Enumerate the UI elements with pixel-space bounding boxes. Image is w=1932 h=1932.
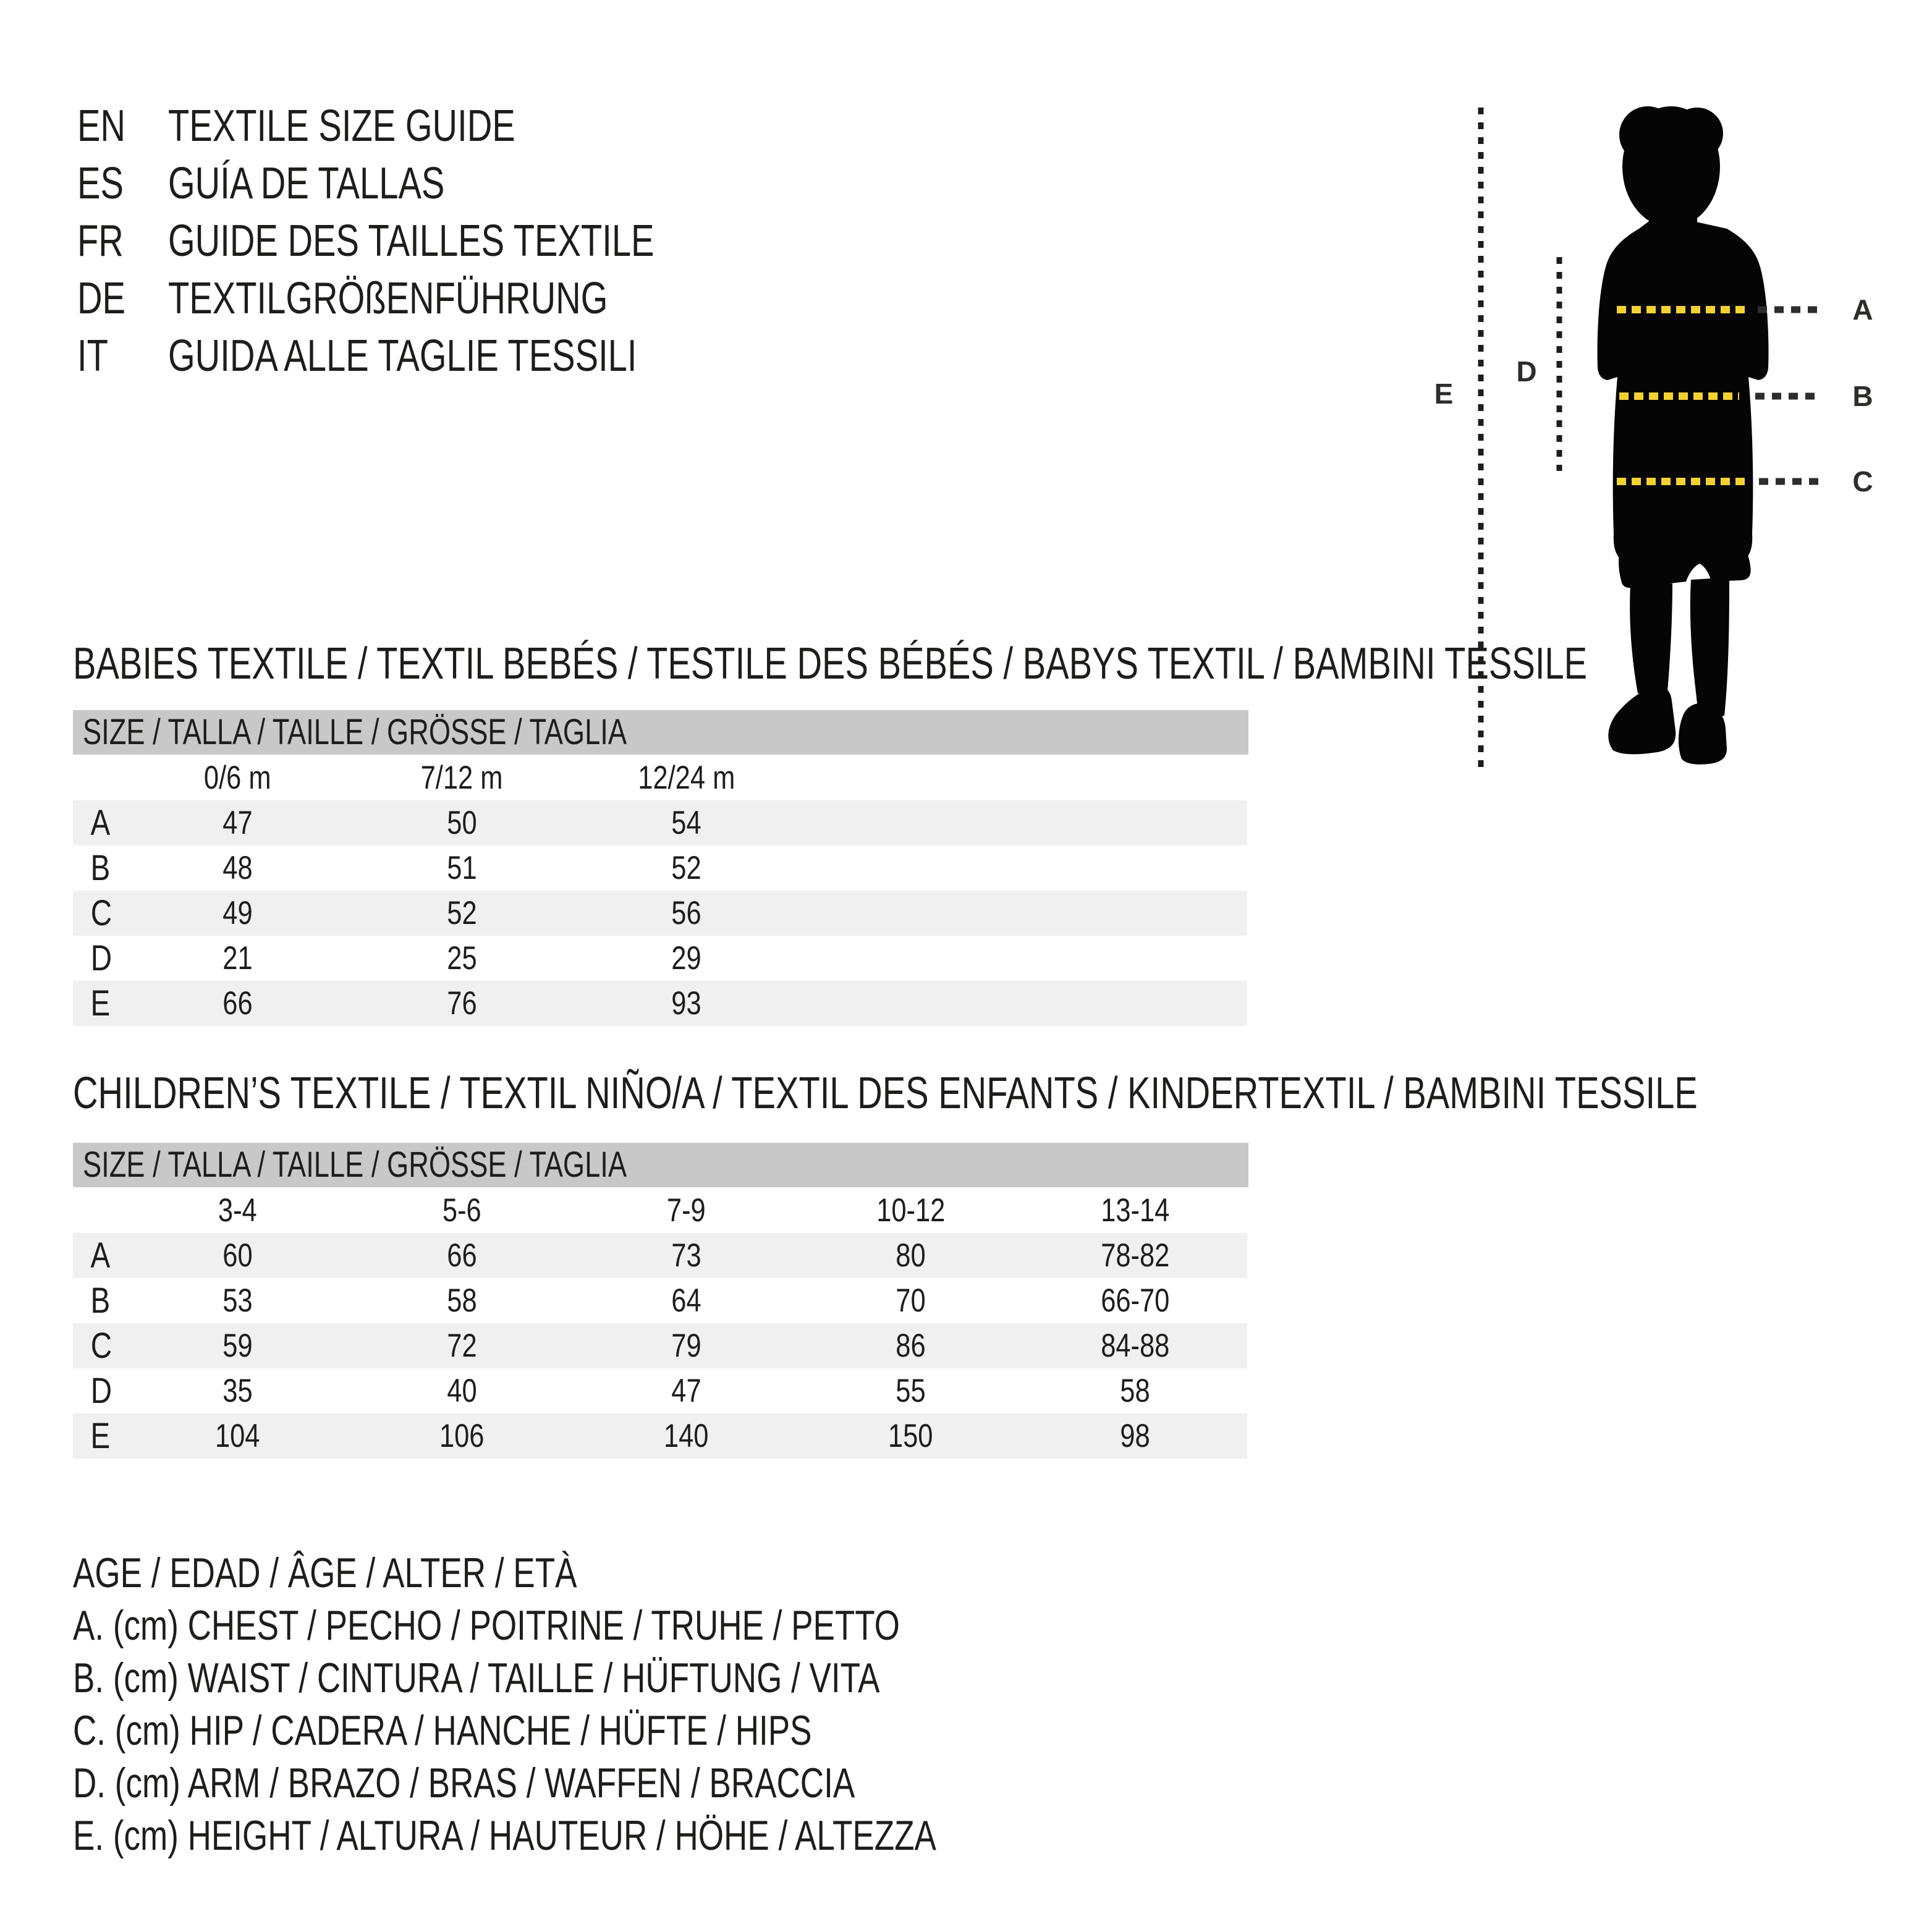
size-value: 93 xyxy=(671,985,701,1022)
size-cell xyxy=(350,1327,574,1365)
row-label-text: E xyxy=(90,983,111,1023)
size-cell xyxy=(350,1372,574,1410)
row-label xyxy=(73,1280,125,1321)
silhouette-left-shoe xyxy=(1608,686,1676,754)
size-value: 52 xyxy=(447,895,477,931)
size-value: 50 xyxy=(447,805,477,841)
row-label-text: C xyxy=(90,1326,112,1366)
size-value: 60 xyxy=(222,1237,253,1274)
size-value: 66-70 xyxy=(1100,1282,1170,1319)
lang-title-de: TEXTILGRÖßENFÜHRUNG xyxy=(168,274,608,323)
size-cell xyxy=(574,1327,799,1365)
size-value: 49 xyxy=(222,895,253,931)
size-cell xyxy=(125,985,350,1022)
size-cell xyxy=(1023,1237,1247,1274)
row-label xyxy=(73,802,125,844)
silhouette-right-shoe xyxy=(1679,703,1727,765)
size-cell xyxy=(350,804,574,842)
row-label-text: A xyxy=(90,803,111,843)
size-value: 140 xyxy=(664,1418,709,1454)
size-value: 66 xyxy=(222,985,253,1022)
table-row xyxy=(73,1233,1247,1278)
table-row xyxy=(73,1368,1247,1413)
legend-hip-line xyxy=(73,1705,1180,1757)
size-cell xyxy=(125,939,350,977)
babies-col-12-24m xyxy=(574,759,799,797)
table-row xyxy=(73,1278,1247,1323)
size-value: 76 xyxy=(447,985,477,1022)
lang-title-en: TEXTILE SIZE GUIDE xyxy=(168,101,515,151)
size-cell xyxy=(574,894,799,932)
size-cell xyxy=(350,849,574,887)
size-value: 35 xyxy=(222,1373,253,1409)
size-cell xyxy=(799,1327,1023,1365)
size-value: 48 xyxy=(222,850,253,886)
legend-chest-text: A. (cm) CHEST / PECHO / POITRINE / TRUHE / PETTO xyxy=(73,1602,900,1649)
legend-arm-text: D. (cm) ARM / BRAZO / BRAS / WAFFEN / BRACCIA xyxy=(73,1760,855,1807)
babies-section-title xyxy=(73,639,1932,688)
size-cell xyxy=(125,1282,350,1320)
size-value: 58 xyxy=(1120,1373,1150,1409)
row-label-text: A xyxy=(90,1235,111,1276)
size-value: 79 xyxy=(671,1328,701,1364)
size-value: 80 xyxy=(896,1237,926,1274)
size-value: 55 xyxy=(896,1373,926,1409)
size-value: 70 xyxy=(896,1282,926,1319)
lang-title-fr: GUIDE DES TAILLES TEXTILE xyxy=(168,216,655,266)
babies-column-header-row xyxy=(73,755,1247,800)
table-row xyxy=(73,1413,1247,1459)
size-value: 78-82 xyxy=(1100,1237,1170,1274)
children-col-5-6 xyxy=(350,1192,574,1229)
size-value: 59 xyxy=(222,1328,253,1364)
lang-code-de: DE xyxy=(77,274,126,323)
row-label xyxy=(73,1370,125,1412)
children-col-3-4 xyxy=(125,1192,350,1229)
size-value: 150 xyxy=(888,1418,933,1454)
size-cell xyxy=(574,849,799,887)
size-value: 66 xyxy=(447,1237,477,1274)
lang-row-es xyxy=(77,155,791,213)
size-cell xyxy=(350,939,574,977)
size-cell xyxy=(125,894,350,932)
lang-code-fr: FR xyxy=(77,216,124,266)
size-cell xyxy=(799,1372,1023,1410)
row-label xyxy=(73,1325,125,1366)
size-value: 21 xyxy=(222,940,253,977)
size-cell xyxy=(125,1327,350,1365)
size-cell xyxy=(125,1237,350,1274)
silhouette-hair-left xyxy=(1619,106,1676,163)
size-cell xyxy=(574,985,799,1022)
row-label-text: C xyxy=(90,893,112,933)
diagram-label-b: B xyxy=(1852,380,1873,412)
babies-col-12-24m-text: 12/24 m xyxy=(637,759,735,796)
legend-age-line xyxy=(73,1547,1180,1599)
size-value: 54 xyxy=(671,805,701,841)
row-label xyxy=(73,892,125,934)
row-label xyxy=(73,1235,125,1276)
babies-col-0-6m xyxy=(125,759,350,797)
measurement-legend xyxy=(73,1547,1180,1862)
legend-hip-text: C. (cm) HIP / CADERA / HANCHE / HÜFTE / HIPS xyxy=(73,1707,812,1754)
size-cell xyxy=(1023,1372,1247,1410)
legend-waist-text: B. (cm) WAIST / CINTURA / TAILLE / HÜFTUNG / VITA xyxy=(73,1654,880,1701)
size-cell xyxy=(350,1417,574,1455)
legend-chest-line xyxy=(73,1599,1180,1652)
lang-row-en xyxy=(77,98,791,155)
size-cell xyxy=(1023,1282,1247,1320)
children-col-10-12 xyxy=(799,1192,1023,1229)
children-column-header-row xyxy=(73,1187,1247,1233)
children-col-7-9 xyxy=(574,1192,799,1229)
silhouette-shorts xyxy=(1619,551,1751,588)
size-value: 58 xyxy=(447,1282,477,1319)
size-cell xyxy=(574,1282,799,1320)
children-size-header-bar xyxy=(73,1143,1248,1187)
row-label-text: B xyxy=(90,1281,111,1321)
babies-section-title-text: BABIES TEXTILE / TEXTIL BEBÉS / TESTILE DES BÉBÉS / BABYS TEXTIL / BAMBINI TESSILE xyxy=(73,639,1588,688)
size-value: 52 xyxy=(671,850,701,886)
size-cell xyxy=(574,1417,799,1455)
babies-size-table xyxy=(73,755,1247,1026)
lang-code-it: IT xyxy=(77,331,108,381)
babies-col-7-12m-text: 7/12 m xyxy=(421,759,503,796)
lang-code-en: EN xyxy=(77,101,126,151)
babies-col-0-6m-text: 0/6 m xyxy=(204,759,271,796)
lang-row-de xyxy=(77,270,791,328)
size-cell xyxy=(125,1417,350,1455)
size-value: 84-88 xyxy=(1100,1328,1170,1364)
diagram-label-e: E xyxy=(1434,378,1454,410)
size-cell xyxy=(125,1372,350,1410)
size-value: 51 xyxy=(447,850,477,886)
legend-arm-line xyxy=(73,1757,1180,1810)
size-cell xyxy=(574,1372,799,1410)
lang-code-es: ES xyxy=(77,159,124,208)
children-section-title xyxy=(73,1071,1932,1116)
lang-row-it xyxy=(77,328,791,385)
row-label-text: B xyxy=(90,848,111,888)
size-value: 73 xyxy=(671,1237,701,1274)
size-cell xyxy=(350,1237,574,1274)
size-value: 98 xyxy=(1120,1418,1150,1454)
size-value: 40 xyxy=(447,1373,477,1409)
size-value: 64 xyxy=(671,1282,701,1319)
lang-title-it: GUIDA ALLE TAGLIE TESSILI xyxy=(168,331,637,381)
size-value: 47 xyxy=(671,1373,701,1409)
table-row xyxy=(73,800,1247,845)
row-label xyxy=(73,983,125,1024)
size-cell xyxy=(1023,1417,1247,1455)
size-cell xyxy=(799,1282,1023,1320)
legend-age-text: AGE / EDAD / ÂGE / ALTER / ETÀ xyxy=(73,1549,577,1596)
size-cell xyxy=(350,985,574,1022)
children-col-5-6-text: 5-6 xyxy=(443,1192,481,1229)
lang-row-fr xyxy=(77,213,791,270)
children-col-13-14-text: 13-14 xyxy=(1100,1192,1170,1229)
size-value: 29 xyxy=(671,940,701,977)
silhouette-hair-right xyxy=(1671,108,1723,159)
lang-title-es: GUÍA DE TALLAS xyxy=(168,159,445,208)
size-value: 56 xyxy=(671,895,701,931)
size-cell xyxy=(350,1282,574,1320)
babies-size-header-bar xyxy=(73,710,1248,755)
size-value: 86 xyxy=(896,1328,926,1364)
language-title-block xyxy=(77,98,791,385)
row-label-text: D xyxy=(90,1371,112,1411)
diagram-label-a: A xyxy=(1852,294,1873,326)
size-value: 25 xyxy=(447,940,477,977)
size-cell xyxy=(574,939,799,977)
row-label-text: E xyxy=(90,1416,111,1456)
size-value: 72 xyxy=(447,1328,477,1364)
row-label xyxy=(73,847,125,889)
children-col-13-14 xyxy=(1023,1192,1247,1229)
size-cell xyxy=(125,849,350,887)
diagram-label-c: C xyxy=(1852,465,1873,498)
legend-waist-line xyxy=(73,1652,1180,1705)
table-row xyxy=(73,891,1247,936)
size-value: 104 xyxy=(215,1418,260,1454)
size-cell xyxy=(1023,1327,1247,1365)
children-section-title-text: CHILDREN’S TEXTILE / TEXTIL NIÑO/A / TEXTIL DES ENFANTS / KINDERTEXTIL / BAMBINI TESSILE xyxy=(73,1069,1698,1118)
size-value: 106 xyxy=(439,1418,485,1454)
size-cell xyxy=(799,1417,1023,1455)
size-cell xyxy=(574,804,799,842)
size-cell xyxy=(125,804,350,842)
size-value: 53 xyxy=(222,1282,253,1319)
row-label xyxy=(73,1415,125,1457)
children-col-10-12-text: 10-12 xyxy=(876,1192,946,1229)
table-row xyxy=(73,936,1247,981)
row-label xyxy=(73,938,125,979)
size-cell xyxy=(350,894,574,932)
children-size-header-text: SIZE / TALLA / TAILLE / GRÖSSE / TAGLIA xyxy=(83,1145,627,1185)
children-col-3-4-text: 3-4 xyxy=(218,1192,257,1229)
babies-col-7-12m xyxy=(350,759,574,797)
row-label-text: D xyxy=(90,938,112,978)
legend-height-text: E. (cm) HEIGHT / ALTURA / HAUTEUR / HÖHE / ALTEZZA xyxy=(73,1812,936,1859)
size-cell xyxy=(574,1237,799,1274)
table-row xyxy=(73,845,1247,891)
diagram-label-d: D xyxy=(1516,355,1537,388)
size-cell xyxy=(799,1237,1023,1274)
size-value: 47 xyxy=(222,805,253,841)
babies-size-header-text: SIZE / TALLA / TAILLE / GRÖSSE / TAGLIA xyxy=(83,712,627,752)
children-col-7-9-text: 7-9 xyxy=(667,1192,706,1229)
table-row xyxy=(73,1323,1247,1368)
children-size-table xyxy=(73,1187,1247,1459)
legend-height-line xyxy=(73,1810,1180,1862)
table-row xyxy=(73,981,1247,1026)
